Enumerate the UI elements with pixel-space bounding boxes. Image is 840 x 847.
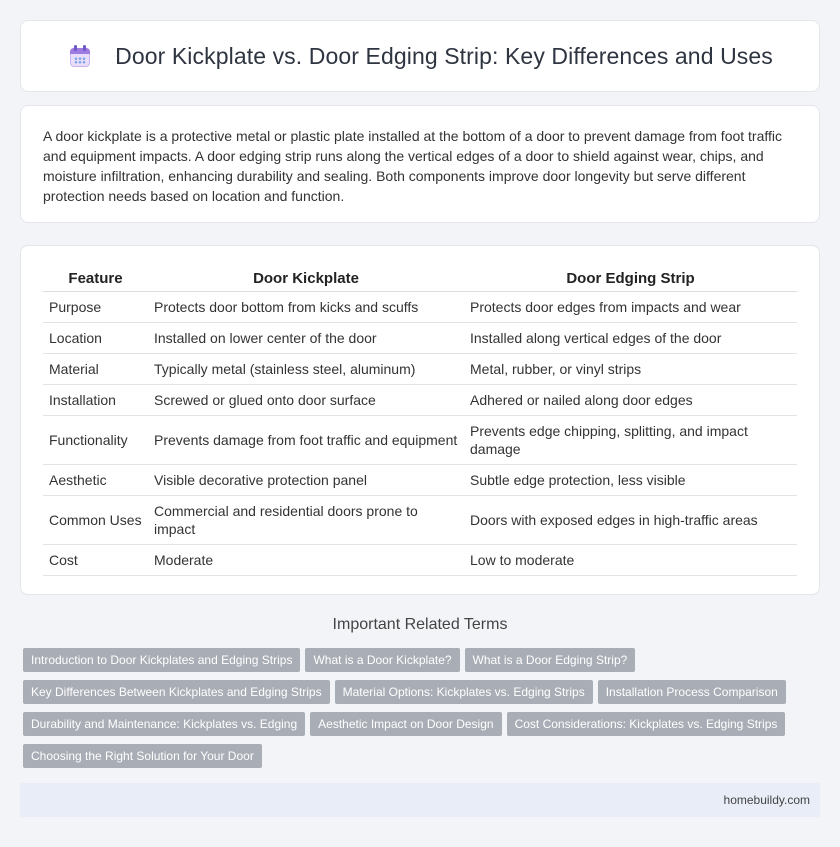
table-row (43, 416, 797, 465)
header-edging-strip: Door Edging Strip (464, 264, 797, 292)
cell-kickplate: Screwed or glued onto door surface (148, 385, 464, 416)
cell-edging-strip: Doors with exposed edges in high-traffic areas (464, 496, 797, 545)
table-row (43, 496, 797, 545)
table-row (43, 354, 797, 385)
table-row (43, 545, 797, 576)
cell-kickplate: Commercial and residential doors prone to impact (148, 496, 464, 545)
cell-edging-strip: Low to moderate (464, 545, 797, 576)
intro-card (20, 105, 820, 223)
title-card (20, 20, 820, 92)
footer-site-link[interactable]: homebuildy.com (723, 793, 810, 807)
cell-feature: Material (43, 354, 148, 385)
cell-feature: Location (43, 323, 148, 354)
header-kickplate: Door Kickplate (148, 264, 464, 292)
cell-kickplate: Moderate (148, 545, 464, 576)
related-term-tag[interactable]: Material Options: Kickplates vs. Edging Strips (335, 680, 593, 704)
related-term-tag[interactable]: Cost Considerations: Kickplates vs. Edging Strips (507, 712, 786, 736)
page-title: Door Kickplate vs. Door Edging Strip: Key Differences and Uses (115, 42, 773, 69)
cell-feature: Aesthetic (43, 465, 148, 496)
cell-feature: Common Uses (43, 496, 148, 545)
cell-edging-strip: Subtle edge protection, less visible (464, 465, 797, 496)
cell-kickplate: Protects door bottom from kicks and scuffs (148, 292, 464, 323)
related-term-tag[interactable]: Installation Process Comparison (598, 680, 786, 704)
table-row (43, 465, 797, 496)
cell-kickplate: Prevents damage from foot traffic and equipment (148, 416, 464, 465)
cell-edging-strip: Installed along vertical edges of the door (464, 323, 797, 354)
related-terms-title: Important Related Terms (332, 616, 508, 633)
cell-feature: Cost (43, 545, 148, 576)
cell-kickplate: Visible decorative protection panel (148, 465, 464, 496)
related-term-tag[interactable]: Choosing the Right Solution for Your Door (23, 744, 262, 768)
related-term-tag[interactable]: Aesthetic Impact on Door Design (310, 712, 501, 736)
comparison-card (20, 245, 820, 595)
cell-edging-strip: Prevents edge chipping, splitting, and impact damage (464, 416, 797, 465)
related-term-tag[interactable]: What is a Door Edging Strip? (465, 648, 636, 672)
cell-kickplate: Typically metal (stainless steel, aluminum) (148, 354, 464, 385)
comparison-table (43, 264, 797, 576)
related-term-tag[interactable]: Introduction to Door Kickplates and Edging Strips (23, 648, 300, 672)
calendar-icon (67, 43, 93, 69)
cell-kickplate: Installed on lower center of the door (148, 323, 464, 354)
footer (20, 783, 820, 817)
cell-edging-strip: Protects door edges from impacts and wear (464, 292, 797, 323)
related-term-tag[interactable]: What is a Door Kickplate? (305, 648, 459, 672)
table-row (43, 323, 797, 354)
related-terms-list (23, 648, 803, 776)
table-row (43, 385, 797, 416)
intro-text: A door kickplate is a protective metal or plastic plate installed at the bottom of a door to prevent damage from foot traffic and equipment impacts. A door edging strip runs along the vertical edges of a door to shield against wear, chips, and moisture infiltration, enhancing durability and sealing. Both components improve door longevity but serve different protection needs based on location and function. (43, 128, 783, 204)
table-row (43, 292, 797, 323)
cell-feature: Functionality (43, 416, 148, 465)
cell-feature: Installation (43, 385, 148, 416)
related-term-tag[interactable]: Key Differences Between Kickplates and Edging Strips (23, 680, 330, 704)
cell-edging-strip: Adhered or nailed along door edges (464, 385, 797, 416)
cell-edging-strip: Metal, rubber, or vinyl strips (464, 354, 797, 385)
table-header-row (43, 264, 797, 292)
related-term-tag[interactable]: Durability and Maintenance: Kickplates vs. Edging (23, 712, 305, 736)
cell-feature: Purpose (43, 292, 148, 323)
header-feature: Feature (43, 264, 148, 292)
